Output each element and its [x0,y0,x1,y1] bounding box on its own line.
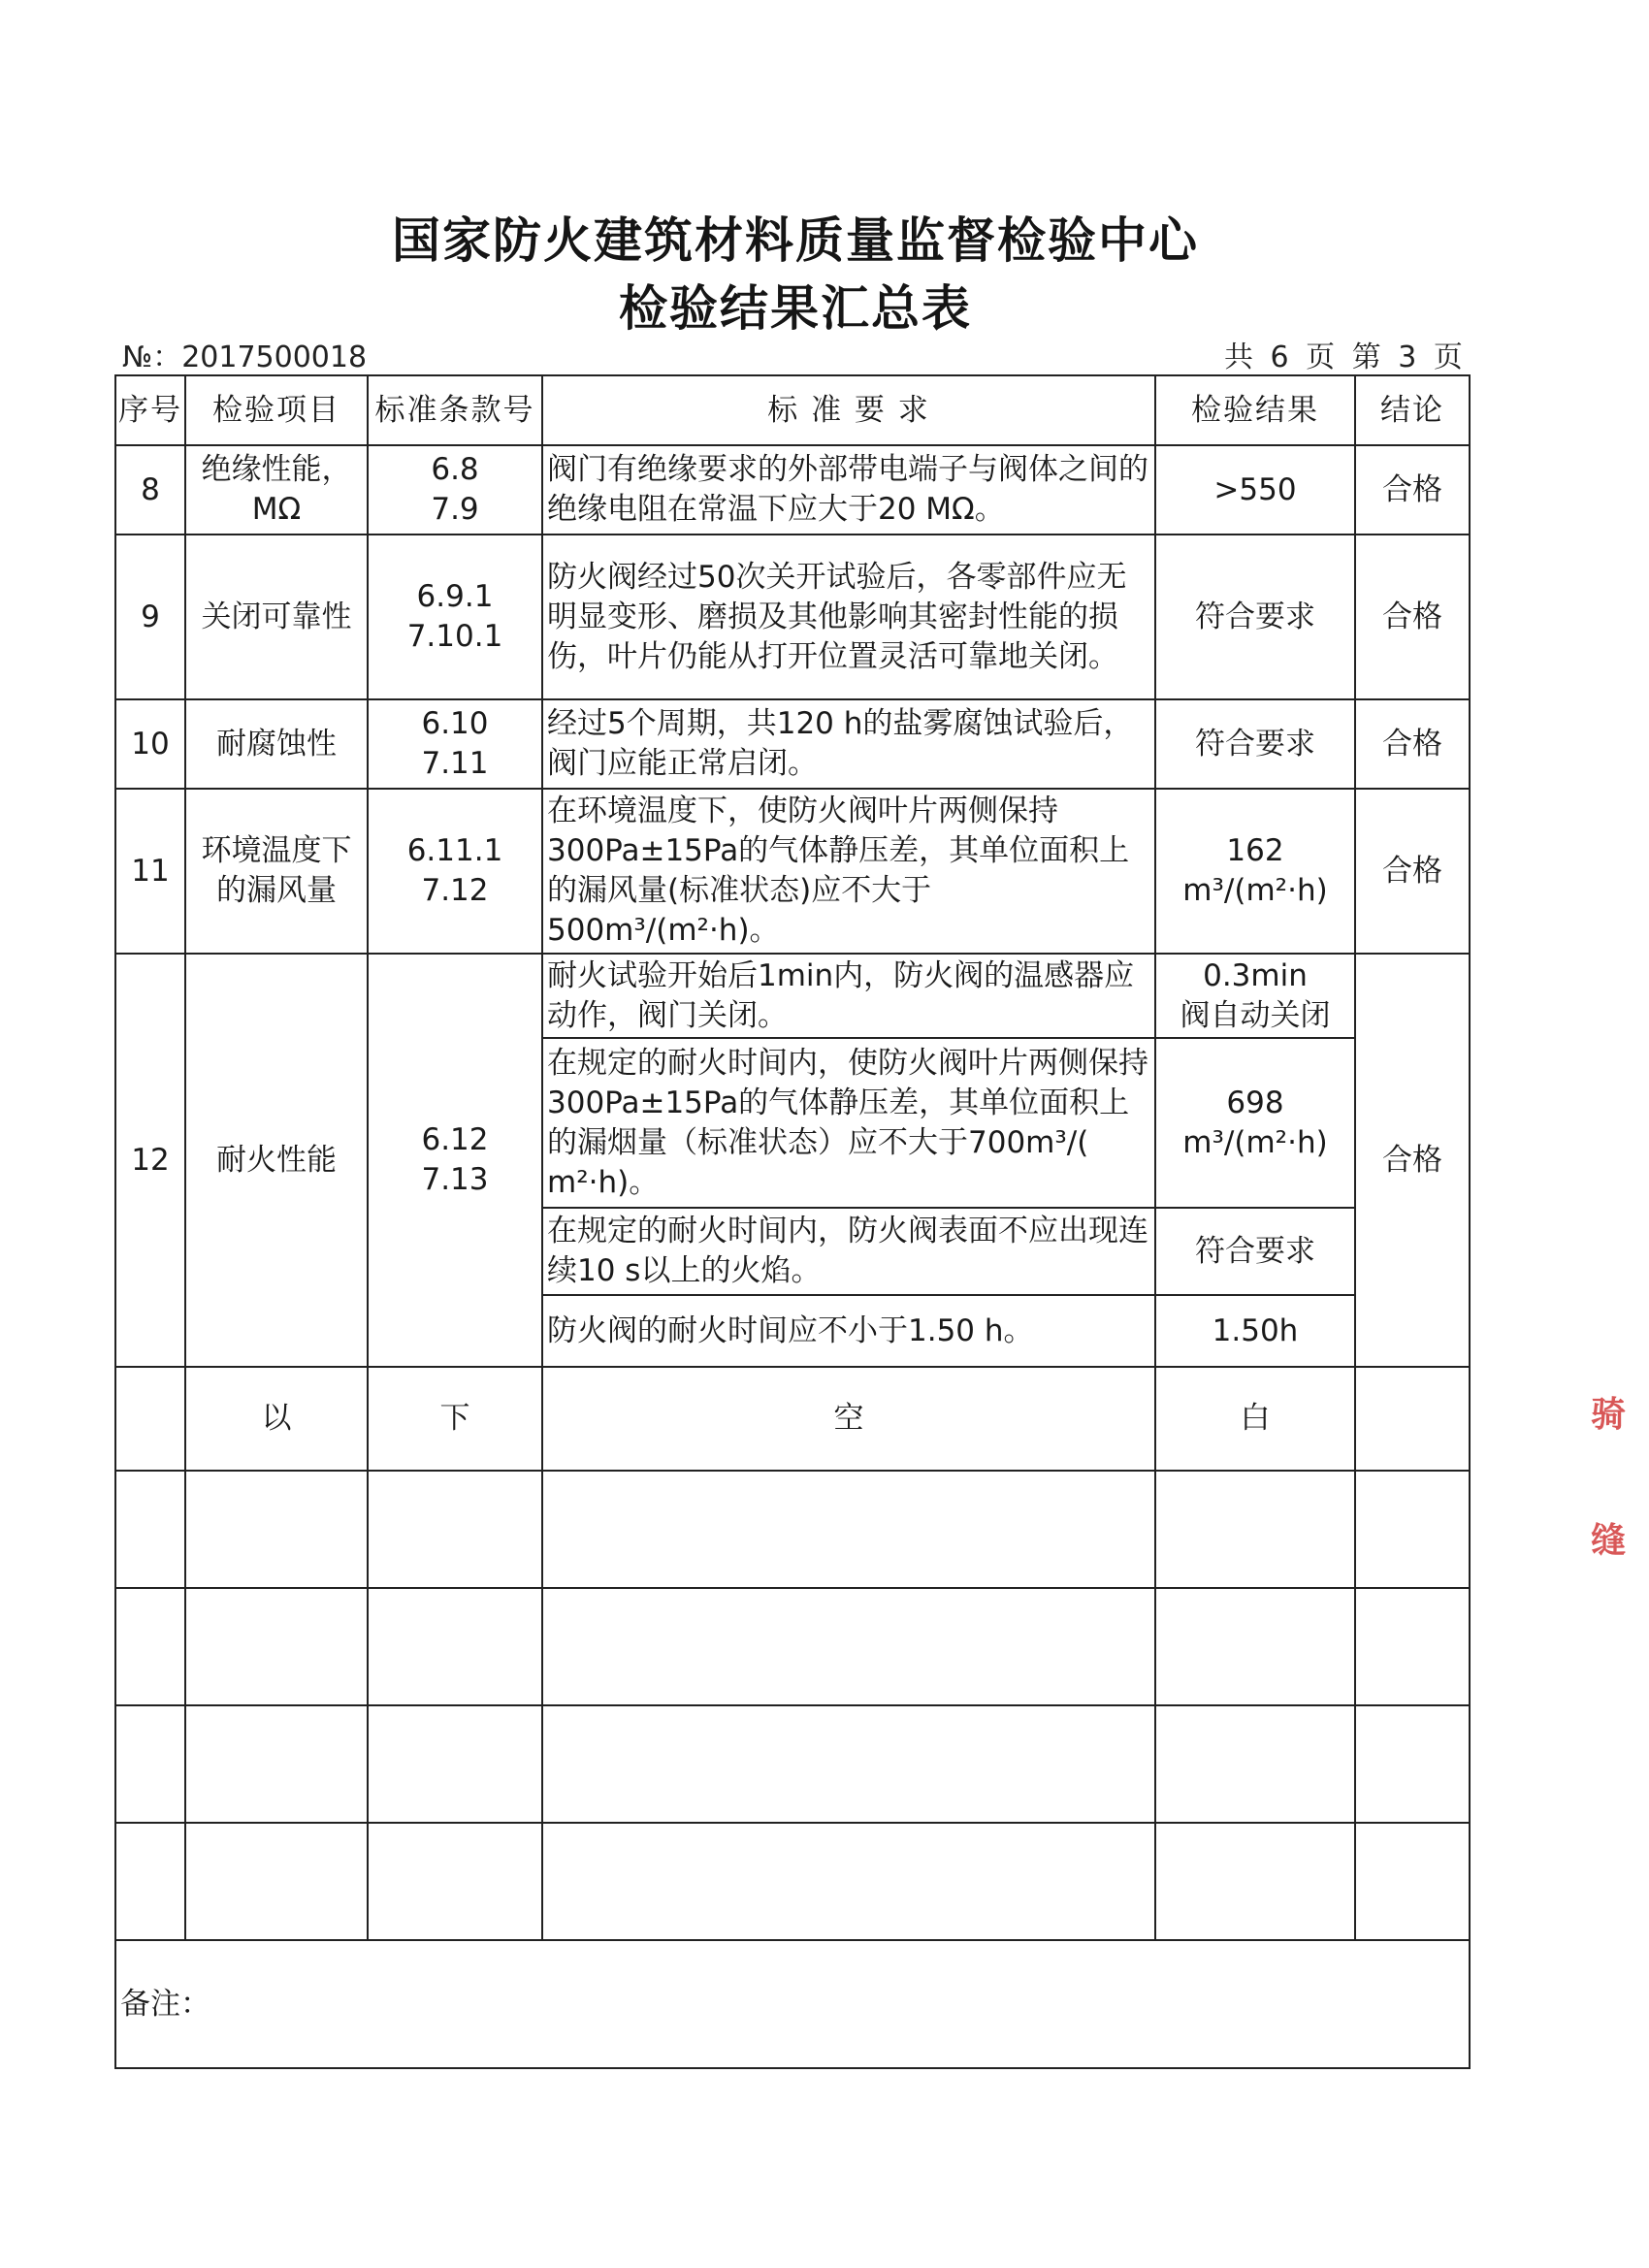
row-requirement: 在规定的耐火时间内，使防火阀叶片两侧保持300Pa±15Pa的气体静压差，其单位面积上的漏烟量（标准状态）应不大于700m³/( m²·h)。 [542,1038,1155,1208]
empty-row [115,1471,1470,1588]
col-header-clause: 标准条款号 [368,375,542,445]
col-header-result: 检验结果 [1155,375,1355,445]
row-clause: 6.9.1 7.10.1 [368,535,542,699]
empty-row [115,1705,1470,1823]
row-conclusion: 合格 [1355,445,1470,535]
row-conclusion: 合格 [1355,789,1470,954]
row-requirement: 阀门有绝缘要求的外部带电端子与阀体之间的绝缘电阻在常温下应大于20 MΩ。 [542,445,1155,535]
row-no: 12 [115,954,185,1367]
row-item: 环境温度下的漏风量 [185,789,368,954]
blank-marker-4: 白 [1155,1367,1355,1471]
row-clause: 6.10 7.11 [368,699,542,789]
row-no: 10 [115,699,185,789]
row-result: 符合要求 [1155,1208,1355,1295]
page-info: 共 6 页 第 3 页 [1224,340,1467,374]
row-result: 1.50h [1155,1295,1355,1367]
document-title: 国家防火建筑材料质量监督检验中心 [392,212,1199,269]
remark-row [115,1940,1470,2068]
row-clause: 6.8 7.9 [368,445,542,535]
blank-marker-row [115,1367,1470,1471]
results-table [114,374,1471,2069]
blank-marker-2: 下 [368,1367,542,1471]
row-requirement: 在环境温度下，使防火阀叶片两侧保持300Pa±15Pa的气体静压差，其单位面积上的漏风量(标准状态)应不大于500m³/(m²·h)。 [542,789,1155,954]
row-requirement: 在规定的耐火时间内，防火阀表面不应出现连续10 s以上的火焰。 [542,1208,1155,1295]
row-result: >550 [1155,445,1355,535]
row-result: 162 m³/(m²·h) [1155,789,1355,954]
row-conclusion: 合格 [1355,699,1470,789]
row-result: 698 m³/(m²·h) [1155,1038,1355,1208]
row-no: 11 [115,789,185,954]
row-item: 耐腐蚀性 [185,699,368,789]
row-no: 9 [115,535,185,699]
table-row [115,789,1470,954]
row-item: 绝缘性能，MΩ [185,445,368,535]
row-conclusion: 合格 [1355,535,1470,699]
row-item: 耐火性能 [185,954,368,1367]
row-clause: 6.11.1 7.12 [368,789,542,954]
empty-row [115,1588,1470,1705]
col-header-no: 序号 [115,375,185,445]
table-row [115,699,1470,789]
row-requirement: 经过5个周期，共120 h的盐雾腐蚀试验后，阀门应能正常启闭。 [542,699,1155,789]
blank-marker-1: 以 [185,1367,368,1471]
seal-fragment-icon: 缝 [1591,1521,1627,1561]
table-header-row [115,375,1470,445]
table-row [115,535,1470,699]
row-item: 关闭可靠性 [185,535,368,699]
col-header-item: 检验项目 [185,375,368,445]
report-number: №：2017500018 [122,340,368,374]
empty-row [115,1823,1470,1940]
row-result: 0.3min 阀自动关闭 [1155,954,1355,1038]
row-requirement: 防火阀的耐火时间应不小于1.50 h。 [542,1295,1155,1367]
row-result: 符合要求 [1155,699,1355,789]
seal-fragment-icon: 骑 [1591,1395,1627,1435]
table-row [115,954,1470,1038]
remark-label: 备注： [115,1940,1470,2068]
document-subtitle: 检验结果汇总表 [619,280,972,337]
table-row [115,445,1470,535]
row-requirement: 防火阀经过50次关开试验后，各零部件应无明显变形、磨损及其他影响其密封性能的损伤，叶片仍能从打开位置灵活可靠地关闭。 [542,535,1155,699]
row-conclusion: 合格 [1355,954,1470,1367]
row-requirement: 耐火试验开始后1min内，防火阀的温感器应动作，阀门关闭。 [542,954,1155,1038]
row-clause: 6.12 7.13 [368,954,542,1367]
row-result: 符合要求 [1155,535,1355,699]
col-header-conclusion: 结论 [1355,375,1470,445]
col-header-requirement: 标 准 要 求 [542,375,1155,445]
blank-marker-3: 空 [542,1367,1155,1471]
row-no: 8 [115,445,185,535]
